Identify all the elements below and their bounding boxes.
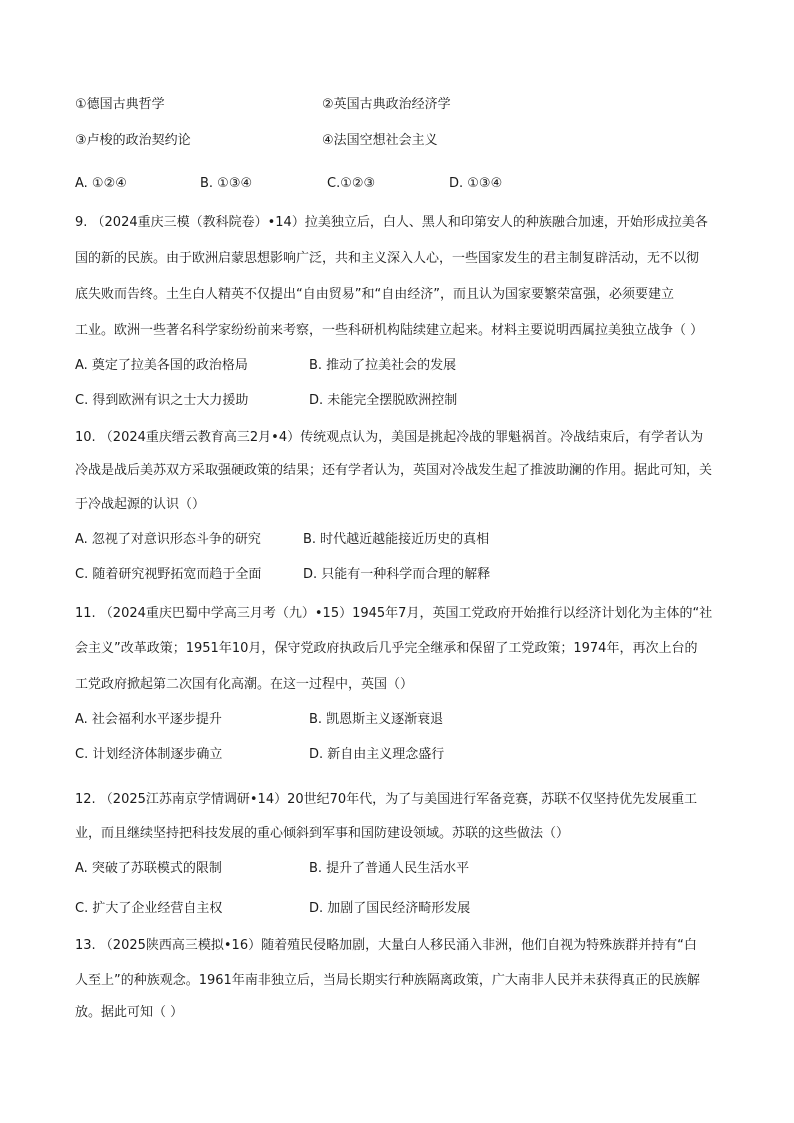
q9-option-c: C. 得到欧洲有识之士大力援助 [75, 393, 249, 408]
prev-option-d: D. ①③④ [449, 176, 503, 191]
q11-option-a: A. 社会福利水平逐步提升 [75, 712, 222, 727]
q10-line-2: 冷战是战后美苏双方采取强硬政策的结果；还有学者认为，英国对冷战发生起了推波助澜的作用。据此可知，关 [75, 463, 713, 478]
q9-line-3: 底失败而告终。土生白人精英不仅提出“自由贸易”和“自由经济”，而且认为国家要繁荣富强，必须要建立 [75, 287, 674, 302]
q10-option-d: D. 只能有一种科学而合理的解释 [303, 567, 491, 582]
q11-line-3: 工党政府掀起第二次国有化高潮。在这一过程中，英国（） [75, 677, 414, 692]
q12-line-2: 业，而且继续坚持把科技发展的重心倾斜到军事和国防建设领域。苏联的这些做法（） [75, 826, 570, 841]
q10-line-3: 于冷战起源的认识（） [75, 497, 206, 512]
q9-option-b: B. 推动了拉美社会的发展 [309, 358, 457, 373]
q10-option-c: C. 随着研究视野拓宽而趋于全面 [75, 567, 262, 582]
q12-option-a: A. 突破了苏联模式的限制 [75, 861, 222, 876]
q11-option-c: C. 计划经济体制逐步确立 [75, 747, 223, 762]
q13-line-1: 13. （2025陕西高三模拟•16）随着殖民侵略加剧，大量白人移民涌入非洲，他们自视为特殊族群并持有“白 [75, 938, 697, 953]
q9-option-d: D. 未能完全摆脱欧洲控制 [309, 393, 458, 408]
q12-option-b: B. 提升了普通人民生活水平 [309, 861, 470, 876]
q9-option-a: A. 奠定了拉美各国的政治格局 [75, 358, 248, 373]
prev-option-c: C.①②③ [327, 176, 376, 191]
q12-option-d: D. 加剧了国民经济畸形发展 [309, 901, 471, 916]
q11-option-d: D. 新自由主义理念盛行 [309, 747, 445, 762]
q11-line-1: 11. （2024重庆巴蜀中学高三月考（九）•15）1945年7月，英国工党政府开始推行以经济计划化为主体的“社 [75, 606, 713, 621]
q10-option-a: A. 忽视了对意识形态斗争的研究 [75, 532, 261, 547]
q9-line-4: 工业。欧洲一些著名科学家纷纷前来考察，一些科研机构陆续建立起来。材料主要说明西属拉美独立战争（ ） [75, 323, 704, 338]
q9-line-1: 9. （2024重庆三模（教科院卷）•14）拉美独立后，白人、黑人和印第安人的种族融合加速，开始形成拉美各 [75, 215, 708, 230]
prev-option-a: A. ①②④ [75, 176, 127, 191]
q13-line-3: 放。据此可知（ ） [75, 1005, 184, 1020]
q13-line-2: 人至上”的种族观念。1961年南非独立后，当局长期实行种族隔离政策，广大南非人民并未获得真正的民族解 [75, 973, 700, 988]
item-2: ②英国古典政治经济学 [322, 97, 451, 112]
item-4: ④法国空想社会主义 [322, 133, 438, 148]
q11-option-b: B. 凯恩斯主义逐渐衰退 [309, 712, 444, 727]
q9-line-2: 国的新的民族。由于欧洲启蒙思想影响广泛，共和主义深入人心，一些国家发生的君主制复辟活动，无不以彻 [75, 251, 700, 266]
item-1: ①德国古典哲学 [75, 97, 165, 112]
item-3: ③卢梭的政治契约论 [75, 133, 191, 148]
prev-option-b: B. ①③④ [200, 176, 253, 191]
q11-line-2: 会主义”改革政策；1951年10月，保守党政府执政后几乎完全继承和保留了工党政策；1974年，再次上台的 [75, 641, 698, 656]
q12-option-c: C. 扩大了企业经营自主权 [75, 901, 223, 916]
q12-line-1: 12. （2025江苏南京学情调研•14）20世纪70年代，为了与美国进行军备竞赛，苏联不仅坚持优先发展重工 [75, 792, 698, 807]
q10-line-1: 10. （2024重庆缙云教育高三2月•4）传统观点认为，美国是挑起冷战的罪魁祸首。冷战结束后，有学者认为 [75, 430, 704, 445]
q10-option-b: B. 时代越近越能接近历史的真相 [303, 532, 490, 547]
